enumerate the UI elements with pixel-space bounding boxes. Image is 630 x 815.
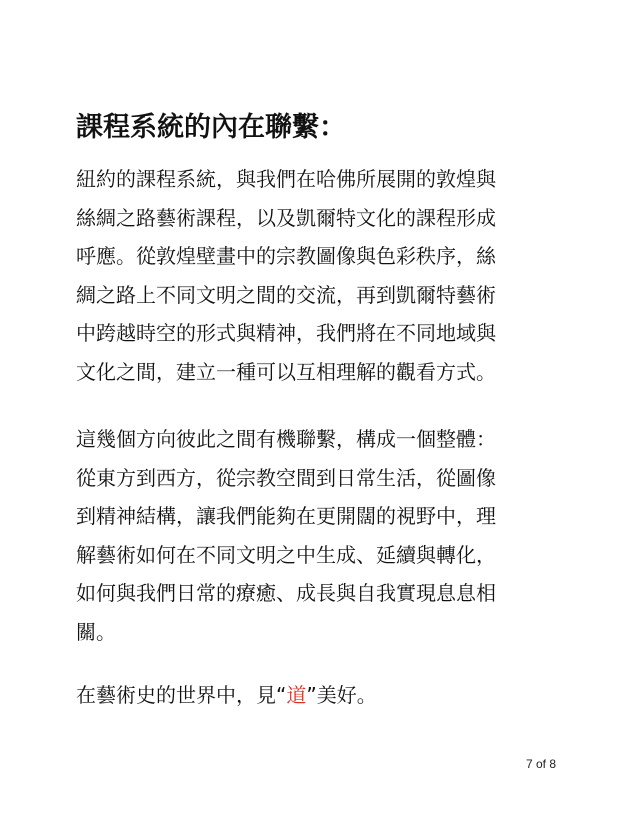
paragraph-line: 絲綢之路藝術課程，以及凱爾特文化的課程形成 <box>76 205 496 230</box>
closing-line <box>76 676 566 715</box>
paragraph-line: 如何與我們日常的療癒、成長與自我實現息息相 <box>76 581 496 605</box>
closing-after: ”美好。 <box>306 683 377 707</box>
closing-text <box>76 676 566 715</box>
closing-before: 在藝術史的世界中，見“ <box>76 683 287 707</box>
closing-highlight-dao: 道 <box>286 683 307 707</box>
paragraph-line: 中跨越時空的形式與精神，我們將在不同地域與 <box>76 321 496 345</box>
paragraph-curriculum-system <box>76 160 566 391</box>
paragraph-line: 解藝術如何在不同文明之中生成、延續與轉化， <box>76 542 496 567</box>
paragraph-line: 從東方到西方，從宗教空間到日常生活，從圖像 <box>76 465 496 490</box>
paragraph-line: 到精神結構，讓我們能夠在更開闊的視野中，理 <box>76 504 496 528</box>
section-heading: 課程系統的內在聯繫： <box>76 112 346 143</box>
paragraph-line: 關。 <box>76 619 116 644</box>
paragraph-organic-connection <box>76 420 566 651</box>
paragraph-line: 這幾個方向彼此之間有機聯繫，構成一個整體： <box>76 427 496 451</box>
paragraph-line: 呼應。從敦煌壁畫中的宗教圖像與色彩秩序，絲 <box>76 244 496 268</box>
paragraph-line: 文化之間，建立一種可以互相理解的觀看方式。 <box>76 359 496 384</box>
paragraph-line: 紐約的課程系統，與我們在哈佛所展開的敦煌與 <box>76 167 496 191</box>
page-number: 7 of 8 <box>525 757 556 771</box>
paragraph-line: 綢之路上不同文明之間的交流，再到凱爾特藝術 <box>76 282 496 307</box>
